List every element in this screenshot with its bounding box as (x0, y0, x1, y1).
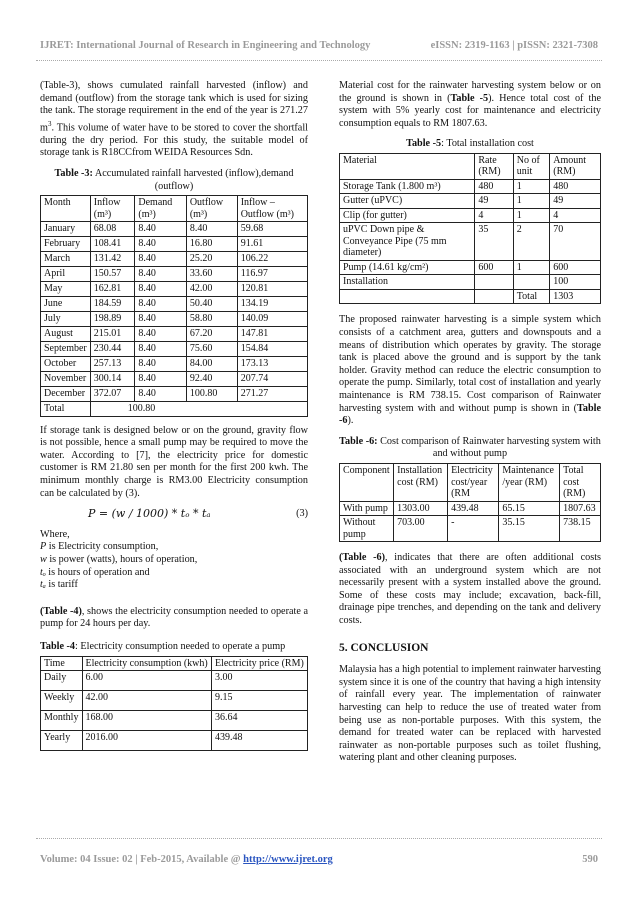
table-3-header-cell: Month (41, 196, 91, 222)
table-6-cell: - (448, 516, 499, 542)
table-3-header-cell: Inflow – Outflow (m³) (237, 196, 307, 222)
table-5-cell: 70 (550, 223, 601, 261)
table-5-cell: Storage Tank (1.800 m³) (340, 179, 475, 194)
table-3-cell: 271.27 (237, 387, 307, 402)
definition-item: tₒ is hours of operation and (40, 566, 150, 578)
table-4-cell: Monthly (41, 711, 83, 731)
table-3-total-row: Total 100.80 (41, 402, 308, 417)
table-6 (339, 463, 601, 542)
table-3-caption: Table -3: Accumulated rainfall harvested (inflow),demand (outflow) (54, 167, 294, 192)
header-divider (36, 60, 602, 61)
table-3-cell: 50.40 (186, 297, 237, 312)
table-3-cell: 75.60 (186, 342, 237, 357)
table-6-cell: 1303.00 (394, 501, 448, 516)
table-3-row (41, 312, 308, 327)
table-3 (40, 195, 308, 417)
table-3-row (41, 372, 308, 387)
right-column (339, 80, 601, 773)
table-6-header-cell: Electricity cost/year (RM (448, 464, 499, 502)
table-4-row (41, 731, 308, 751)
table-5-cell: 480 (475, 179, 513, 194)
table-5-header-cell: No of unit (513, 153, 550, 179)
table-4-header-cell: Electricity consumption (kwh) (82, 656, 211, 671)
table-4-cell: Daily (41, 671, 83, 691)
table-5 (339, 153, 601, 305)
table-6-cell: With pump (340, 501, 394, 516)
table-3-cell: 91.61 (237, 237, 307, 252)
table-3-cell: 8.40 (135, 387, 186, 402)
equation-formula: P = (w / 1000) * tₒ * tₐ (88, 507, 211, 521)
table-3-cell: 134.19 (237, 297, 307, 312)
table-3-cell: 42.00 (186, 282, 237, 297)
table-3-row (41, 237, 308, 252)
table-3-cell: 8.40 (135, 237, 186, 252)
left-paragraph-1: (Table-3), shows cumulated rainfall harvested (inflow) and demand (outflow) from the storage tank which is used for sizing the tank. The storage requirement in the end of the year is 271.27 $m^3$. This volume of water have to be stored to cover the shortfall during the dry period. For this study, the suitable model of storage tank is R18CCfrom WEIDA Resources Sdn. (40, 80, 308, 159)
table-5-caption: Table -5: Total installation cost (406, 138, 534, 150)
table-3-cell: 58.80 (186, 312, 237, 327)
table-3-cell: 116.97 (237, 267, 307, 282)
where-label: Where, (40, 528, 70, 540)
table-5-row (340, 194, 601, 209)
table-3-header-cell: Outflow (m³) (186, 196, 237, 222)
table-5-cell (513, 275, 550, 290)
volume-info: Volume: 04 Issue: 02 | Feb-2015, Available @ http://www.ijret.org (40, 854, 333, 865)
table-4-cell: 168.00 (82, 711, 211, 731)
table-3-row (41, 252, 308, 267)
running-footer (40, 854, 598, 865)
table-4-cell: 6.00 (82, 671, 211, 691)
table-5-cell: 49 (550, 194, 601, 209)
table-3-cell: 162.81 (90, 282, 135, 297)
table-5-cell: Installation (340, 275, 475, 290)
table-3-cell: 8.40 (135, 327, 186, 342)
table-5-cell: 1 (513, 179, 550, 194)
left-paragraph-3: (Table -4), shows the electricity consumption needed to operate a pump for 24 hours per day. (40, 605, 308, 630)
table-5-cell: Clip (for gutter) (340, 208, 475, 223)
table-3-cell: 140.09 (237, 312, 307, 327)
page-number: 590 (582, 854, 598, 865)
table-3-row (41, 297, 308, 312)
journal-title: IJRET: International Journal of Research in Engineering and Technology (40, 40, 371, 51)
table-3-cell: 8.40 (135, 312, 186, 327)
table-3-cell: 92.40 (186, 372, 237, 387)
equation-number: (3) (296, 508, 308, 520)
table-4-cell: 3.00 (211, 671, 307, 691)
table-5-cell: 480 (550, 179, 601, 194)
table-3-cell: 8.40 (135, 297, 186, 312)
table-3-cell: 108.41 (90, 237, 135, 252)
left-column (40, 80, 308, 751)
table-3-row (41, 342, 308, 357)
table-6-cell: 1807.63 (560, 501, 601, 516)
table-4-cell: 2016.00 (82, 731, 211, 751)
definitions-list (40, 541, 308, 591)
footer-divider (36, 838, 602, 839)
right-paragraph-2: The proposed rainwater harvesting is a simple system which consists of a catchment area, gutters and downspouts and a means of distribution which operates by gravity. The storage tank is placed above the ground and is support by the tank holder. Gravity method can reduce the electric consumption to operate the pump. Similarly, total cost of installation and yearly maintenance is RM 738.15. Cost comparison of Rainwater harvesting system with and without pump is shown in (Table -6). (339, 314, 601, 427)
table-3-cell: 120.81 (237, 282, 307, 297)
table-3-cell: 106.22 (237, 252, 307, 267)
table-6-header-cell: Installation cost (RM) (394, 464, 448, 502)
journal-link[interactable]: http://www.ijret.org (243, 854, 333, 865)
definition-item: P is Electricity consumption, (40, 541, 159, 553)
table-3-cell: 173.13 (237, 357, 307, 372)
table-3-row (41, 267, 308, 282)
table-5-row (340, 275, 601, 290)
table-6-cell: 738.15 (560, 516, 601, 542)
table-4-cell: Weekly (41, 691, 83, 711)
table-4-cell: 42.00 (82, 691, 211, 711)
table-6-cell: 439.48 (448, 501, 499, 516)
table-4-caption: Table -4: Electricity consumption needed to operate a pump (40, 640, 286, 652)
table-3-cell: November (41, 372, 91, 387)
running-header (40, 40, 598, 51)
table-6-cell: 65.15 (499, 501, 560, 516)
table-5-cell: 4 (550, 208, 601, 223)
section-heading-conclusion: 5. CONCLUSION (339, 641, 429, 654)
table-3-cell: January (41, 222, 91, 237)
definition-item: w is power (watts), hours of operation, (40, 553, 198, 565)
table-6-cell: 703.00 (394, 516, 448, 542)
table-3-cell: 100.80 (186, 387, 237, 402)
table-3-cell: 8.40 (135, 342, 186, 357)
conclusion-paragraph: Malaysia has a high potential to implement rainwater harvesting system since it is one of the country that having a high intensity of rainfall every year. The implementation of rainwater harvesting can help to reduce the use of treated water from being use as non-portable purposes. With this system, the demand for treated water can be replaced with harvested rainwater as non-portable purposes such as toilet flushing, watering plant and other cleaning purposes. (339, 664, 601, 764)
table-4-cell: 36.64 (211, 711, 307, 731)
table-3-row (41, 357, 308, 372)
issn-info: eISSN: 2319-1163 | pISSN: 2321-7308 (430, 40, 598, 51)
table-3-cell: October (41, 357, 91, 372)
table-3-cell: 59.68 (237, 222, 307, 237)
definition-item: tₐ is tariff (40, 579, 78, 591)
table-5-row (340, 179, 601, 194)
table-3-row (41, 387, 308, 402)
table-5-cell: 100 (550, 275, 601, 290)
table-6-header-cell: Total cost (RM) (560, 464, 601, 502)
table-5-row (340, 260, 601, 275)
table-3-cell: 154.84 (237, 342, 307, 357)
table-4-row (41, 711, 308, 731)
table-6-row (340, 516, 601, 542)
table-5-cell: 600 (550, 260, 601, 275)
table-3-cell: 150.57 (90, 267, 135, 282)
table-4-header-cell: Time (41, 656, 83, 671)
table-3-row (41, 222, 308, 237)
table-3-cell: 84.00 (186, 357, 237, 372)
equation-3 (40, 508, 308, 521)
table-5-cell: Gutter (uPVC) (340, 194, 475, 209)
table-3-cell: 230.44 (90, 342, 135, 357)
table-3-cell: 300.14 (90, 372, 135, 387)
table-5-cell: uPVC Down pipe & Conveyance Pipe (75 mm diameter) (340, 223, 475, 261)
table-4-header-cell: Electricity price (RM) (211, 656, 307, 671)
table-6-cell: 35.15 (499, 516, 560, 542)
table-5-total-row: Total 1303 (340, 289, 601, 304)
table-3-cell: 207.74 (237, 372, 307, 387)
table-3-cell: 8.40 (135, 267, 186, 282)
table-5-cell: 4 (475, 208, 513, 223)
table-4-row (41, 691, 308, 711)
table-6-caption: Table -6: Cost comparison of Rainwater harvesting system with and without pump (339, 435, 601, 460)
right-paragraph-3: (Table -6), indicates that there are often additional costs associated with an underground system which are not necessarily present with a system installed above the ground. Some of these costs may include; excavation, back-fill, drainage pipe trenches, and depending on the tank and delivery costs. (339, 552, 601, 626)
table-3-header-cell: Demand (m³) (135, 196, 186, 222)
table-3-row (41, 327, 308, 342)
table-5-cell: 1 (513, 194, 550, 209)
table-5-cell: 35 (475, 223, 513, 261)
table-3-cell: June (41, 297, 91, 312)
table-6-cell: Without pump (340, 516, 394, 542)
table-5-cell: 600 (475, 260, 513, 275)
table-3-cell: 8.40 (135, 222, 186, 237)
table-3-cell: April (41, 267, 91, 282)
table-3-cell: 215.01 (90, 327, 135, 342)
table-6-header-cell: Component (340, 464, 394, 502)
table-3-cell: 257.13 (90, 357, 135, 372)
table-5-row (340, 208, 601, 223)
table-5-header-cell: Rate (RM) (475, 153, 513, 179)
table-3-cell: 372.07 (90, 387, 135, 402)
table-3-cell: 184.59 (90, 297, 135, 312)
table-3-cell: 16.80 (186, 237, 237, 252)
table-5-cell: 1 (513, 260, 550, 275)
table-3-cell: 147.81 (237, 327, 307, 342)
table-3-cell: August (41, 327, 91, 342)
right-paragraph-1: Material cost for the rainwater harvesting system below or on the ground is shown in (Table -5). Hence total cost of the system with 5% yearly cost for maintenance and electricity consumption equals to RM 1807.63. (339, 80, 601, 129)
table-3-cell: 8.40 (135, 282, 186, 297)
table-4 (40, 656, 308, 752)
table-3-cell: May (41, 282, 91, 297)
table-3-cell: 25.20 (186, 252, 237, 267)
table-3-cell: 198.89 (90, 312, 135, 327)
table-3-cell: 67.20 (186, 327, 237, 342)
table-3-cell: 8.40 (135, 357, 186, 372)
table-4-cell: Yearly (41, 731, 83, 751)
table-5-header-cell: Amount (RM) (550, 153, 601, 179)
table-5-cell: 2 (513, 223, 550, 261)
table-3-cell: February (41, 237, 91, 252)
table-3-cell: March (41, 252, 91, 267)
table-6-row (340, 501, 601, 516)
table-3-cell: 33.60 (186, 267, 237, 282)
table-3-cell: 8.40 (186, 222, 237, 237)
left-paragraph-2: If storage tank is designed below or on the ground, gravity flow is not possible, hence a small pump may be required to move the water. According to [7], the electricity price for domestic customer is RM 21.80 sen per month for the first 200 kwh. The minimum monthly charge is RM3.00 Electricity consumption can be calculated by (3). (40, 424, 308, 499)
table-5-cell: Pump (14.61 kg/cm²) (340, 260, 475, 275)
table-3-row (41, 282, 308, 297)
table-5-header-cell: Material (340, 153, 475, 179)
table-3-cell: 131.42 (90, 252, 135, 267)
table-4-row (41, 671, 308, 691)
table-3-cell: 68.08 (90, 222, 135, 237)
table-3-cell: 8.40 (135, 372, 186, 387)
table-6-header-cell: Maintenance /year (RM) (499, 464, 560, 502)
table-5-row (340, 223, 601, 261)
table-4-cell: 9.15 (211, 691, 307, 711)
table-3-cell: 8.40 (135, 252, 186, 267)
table-3-cell: December (41, 387, 91, 402)
table-3-cell: July (41, 312, 91, 327)
table-5-cell: 1 (513, 208, 550, 223)
table-5-cell (475, 275, 513, 290)
table-3-header-cell: Inflow (m³) (90, 196, 135, 222)
table-5-cell: 49 (475, 194, 513, 209)
table-4-cell: 439.48 (211, 731, 307, 751)
table-3-cell: September (41, 342, 91, 357)
